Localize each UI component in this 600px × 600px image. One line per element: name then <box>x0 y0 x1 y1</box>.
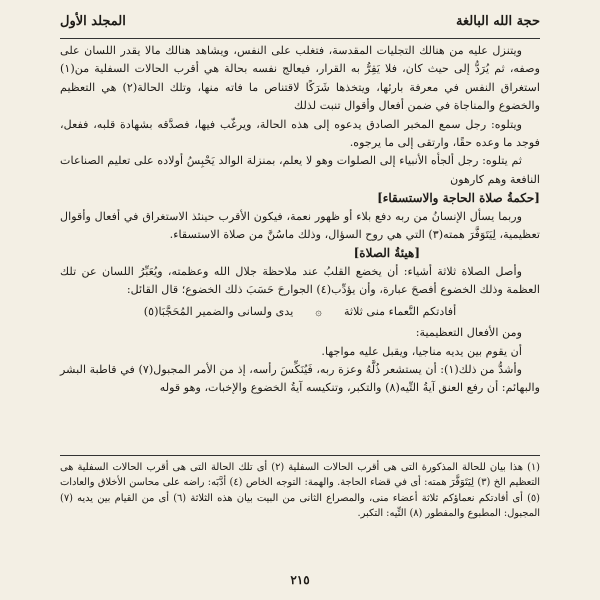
paragraph: ويتلوه: رجل سمع المخبر الصادق يدعوه إلى هذه الحالة، ويرغّب فيها، فصدَّقه بشهادة قلبه، ففعل، فوجد ما وعده حقًا، وارتقى إلى ما يرجوه. <box>60 117 540 150</box>
poetry-verse <box>60 303 540 321</box>
paragraph: ويتنزل عليه من هنالك التجليات المقدسة، فتغلب على النفس، ويشاهد هنالك مالا يقدر اللسان على وصفه، ثم يُرَدُّ إلى حيث كان، فلا يَقِرُّ به القرار، فيعالج نفسه بحالة هي أقرب الحالات السفلية من(١) استغراق النفس في معرفة بارئها، ويتخذها شَرَكًا لاقتناص ما فاته منها، وتلك الحالة(٢) هي التعظيم والخضوع والمناجاة في ضمن أفعال وأقوال تنبت لذلك <box>60 44 541 113</box>
paragraph: وأشدُّ من ذلك(١): أن يستشعر ذُلَّهُ وعزة ربه، فَيُنَكِّسَ رأسه، إذ من الأمر المجبول(٧) في قاطبة البشر والبهائم: أن رفع العنق آيةُ التِّيه(٨) والتكبر، وتنكيسه آيةُ الخضوع والإخبات، وهو قوله <box>60 362 540 395</box>
main-text <box>60 42 540 398</box>
section-heading: [حكمةُ صلاة الحاجة والاستسقاء] <box>377 191 540 206</box>
footnotes <box>60 460 540 522</box>
running-header <box>60 14 540 39</box>
paragraph: أن يقوم بين يديه مناجيا، ويقبل عليه مواجها. <box>321 344 522 358</box>
footnote-divider <box>60 455 540 456</box>
book-title: حجة الله البالغة <box>456 14 540 29</box>
paragraph: وربما يسأل الإنسانُ من ربه دفع بلاء أو ظهور نعمة، فيكون الأقرب حينئذ الاستغراق في أفعال وأقوال تعظيمية، لِيَتَوَفَّرَ همته(٣) التي هي روح السؤال، وذلك ماسُنَّ من صلاة الاستسقاء. <box>60 209 540 242</box>
paragraph: وأصل الصلاة ثلاثة أشياء: أن يخضع القلبُ عند ملاحظة جلال الله وعظمته، ويُعَبِّرُ اللسان عن تلك العظمة وذلك الخضوع أفصحَ عبارة، وأن يؤدِّب(٤) الجوارحَ حَسَبَ ذلك الخضوع؛ قال القائل: <box>60 264 540 297</box>
page-number: ٢١٥ <box>290 573 310 587</box>
paragraph: ومن الأفعال التعظيمية: <box>415 326 522 340</box>
verse-hemistich-second: يدى ولسانى والضمير المُحَجَّبَا(٥) <box>143 304 294 318</box>
volume-label: المجلد الأول <box>60 14 126 29</box>
verse-separator: ۞ <box>315 304 322 318</box>
paragraph: ثم يتلوه: رجل ألجأه الأنبياء إلى الصلوات وهو لا يعلم، بمنزلة الوالد يَحْبِسُ أولاده على تعليم الصناعات النافعة وهم كارهون <box>60 154 540 186</box>
verse-hemistich-first: أفادتكم النَّعماء منى ثلاثة <box>343 304 457 318</box>
footnote-text: (١) هذا بيان للحالة المذكورة التى هى أقرب الحالات السفلية (٢) أى تلك الحالة التى هى أقرب الحالات السفلية هى التعظيم الخ (٣) لِيَتَوَفَّرَ همته: أى في قضاء الحاجة. والهمة: التوجه الخاص (٤) أدَّبَه: راضه على محاسن الأخلاق والعادات (٥) أى أفادتكم نعماؤكم ثلاثة أعضاء منى، والمصراع الثانى من البيت بيان هذه الثلاثة (٦) أى من القيام بين يديه (٧) المجبول: المطبوع والمفطور (٨) التِّيه: التكبر. <box>60 462 540 520</box>
section-heading: [هيئةُ الصلاة] <box>353 246 420 261</box>
